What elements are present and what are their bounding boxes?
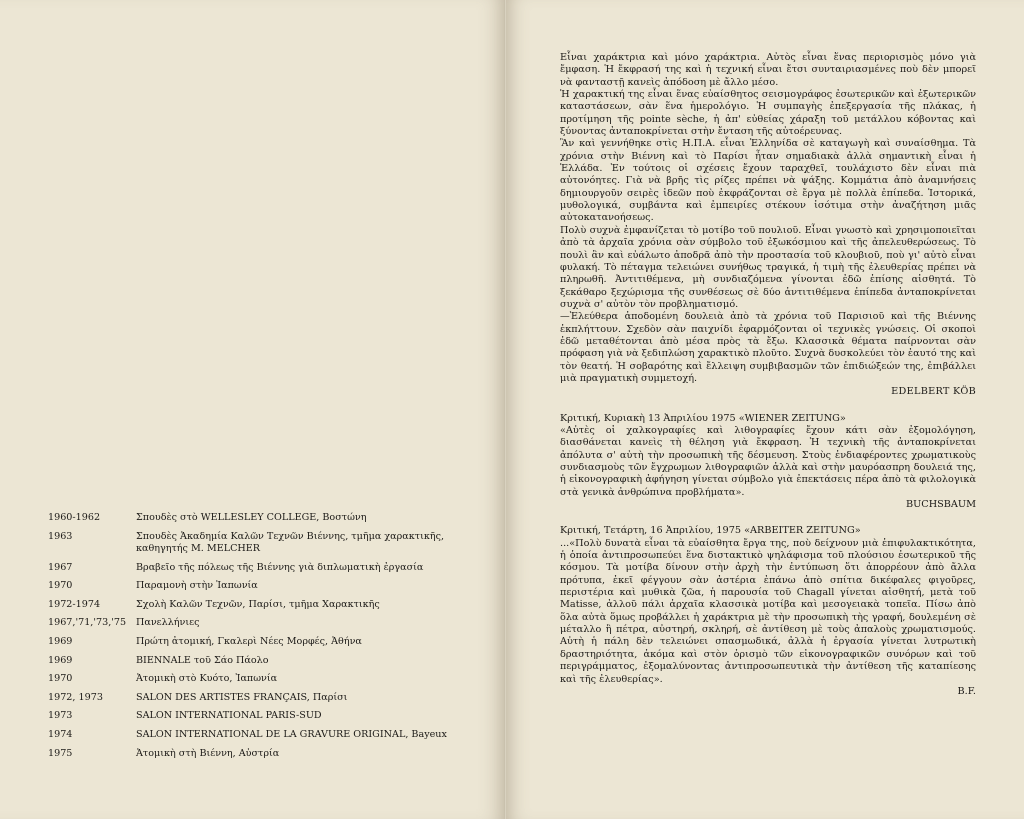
chronology-event: Σπουδὲς Ἀκαδημία Καλῶν Τεχνῶν Βιέννης, τμῆμα χαρακτικῆς, καθηγητής M. MELCHER <box>136 530 445 554</box>
chronology-row <box>48 748 458 760</box>
chronology-event: Παραμονὴ στὴν Ἰαπωνία <box>136 580 258 592</box>
chronology-year: 1970 <box>48 673 73 685</box>
chronology-year: 1975 <box>48 747 73 759</box>
review-signature: BUCHSBAUM <box>906 499 976 511</box>
chronology-row <box>48 512 458 524</box>
chronology-year: 1967,'71,'73,'75 <box>48 617 127 629</box>
chronology-row <box>48 531 458 556</box>
chronology-row <box>48 655 458 667</box>
chronology-year: 1974 <box>48 728 73 740</box>
essay-paragraph: —Ἐλεύθερα ἀποδομένη δουλειὰ ἀπὸ τὰ χρόνια τοῦ Παρισιοῦ καὶ τῆς Βιέννης ἐκπλήττουν. Σχεδὸν σὰν παιχνίδι ἐφαρμόζονται οἱ τεχνικὲς γνώσεις. Οἱ σκοποὶ ἐδῶ μεταθέτονται ἀπὸ μέσα πρὸς τὰ ἔξω. Κλασσικὰ θέματα παίρνονται σὰν πρόφαση γιὰ νὰ ξεδιπλώση χαρακτικὸ πλοῦτο. Συχνὰ δυσκολεύει τὸν ἑαυτό της καὶ τὸν θεατή. Ἡ σοβαρότης καὶ ἔλλειψη συμβιβασμῶν τῶν ἐπιδιώξεών της, ἐπιβάλλει μιὰ πραγματικὴ συμμετοχή. <box>560 311 976 384</box>
chronology-event: Ἀτομικὴ στὸ Κυότο, Ἰαπωνία <box>136 673 278 685</box>
chronology-row <box>48 673 458 685</box>
chronology-row <box>48 580 458 592</box>
essay-paragraph: Εἶναι χαράκτρια καὶ μόνο χαράκτρια. Αὐτὸς εἶναι ἕνας περιορισμὸς μόνο γιὰ ἔμφαση. Ἡ ἔκφρασή της καὶ ἡ τεχνική εἶναι ἔτσι συνταιριασμένες ποὺ δὲν μπορεῖ νὰ φανταστῇ κανεὶς ἀπόδοση μὲ ἄλλο μέσο. <box>560 52 976 88</box>
chronology-event: Σχολὴ Καλῶν Τεχνῶν, Παρίσι, τμῆμα Χαρακτικῆς <box>136 598 380 610</box>
essay-paragraph: Πολὺ συχνὰ ἐμφανίζεται τὸ μοτίβο τοῦ πουλιοῦ. Εἶναι γνωστὸ καὶ χρησιμοποιεῖται ἀπὸ τὰ ἀρχαῖα χρόνια σὰν σύμβολο τοῦ ἐξωκόσμιου καὶ τῆς ἀπελευθερώσεως. Τὸ πουλὶ ἂν καὶ εὐάλωτο ἀποδρᾶ ἀπὸ τὴν προστασία τοῦ κλουβιοῦ, ποὺ γι' αὐτὸ εἶναι φυλακή. Τὸ πέταγμα τελειώνει συνήθως τραγικά, ἡ τιμὴ τῆς ἐλευθερίας πρέπει νὰ πληρωθῆ. Ἀντιτιθέμενα, μὴ συνδιαζόμενα γίνονται ἐδῶ ἐπίσης αἰσθητά. Τὸ ξεκάθαρο ξεχώρισμα τῆς συνθέσεως σὲ δύο ἀντιτιθέμενα ἐπίπεδα ἀνταποκρίνεται συχνὰ σ' αὐτὸν τὸν προβληματισμό. <box>560 224 976 310</box>
chronology-year: 1972, 1973 <box>48 691 103 703</box>
review-text: ...«Πολὺ δυνατὰ εἶναι τὰ εὐαίσθητα ἔργα της, ποὺ δείχνουν μιὰ ἐπιφυλακτικότητα, ἡ ὁποία ἀντιπροσωπεύει ἕνα διστακτικὸ ψηλάφισμα τοῦ πλούσιου ἐσωτερικοῦ τῆς κόσμου. Τὰ μοτίβα δίνουν στὴν ἀρχὴ τὴν ἐντύπωση ὅτι ἀπορρέουν ἀπὸ ἄλλα πρότυπα, ἐκεῖ φέγγουν σὰν ἀστέρια ἐπάνω ἀπὸ σπίτια δικέφαλες φιγοῦρες, περιστέρια καὶ μυθικὰ ζῶα, ἡ παρουσία τοῦ Chagall γίνεται αἰσθητή, μετὰ τοῦ Matisse, ἀλλοῦ πάλι ἀρχαῖα κλασσικὰ μοτίβα καὶ μεσογειακὰ τοπεῖα. Πίσω ἀπὸ ὅλα αὐτὰ ὅμως προβάλλει ἡ χαράκτρια μὲ τὴν προσωπικὴ τὴς γραφή, δουλεμένη σὲ μέταλλο ἢ πέτρα, αὐστηρή, σκληρή, σὲ ἀντίθεση μὲ τοὺς ἀπαλοὺς χρωματισμούς. Αὐτὴ ἡ πάλη δὲν τελειώνει σπασμωδικά, ἀλλὰ ἡ ἐργασία γίνεται λυτρωτικὴ δραστηριότητα, ἀκόμα καὶ στὸν ὁρισμὸ τῶν εἰκονογραφικῶν συνόρων καὶ τοῦ περιγράμματος, ἐξομαλύνοντας ἀντιπροσωπευτικὰ τὴν ἀντίθεση τῆς καταπίεσης καὶ τῆς ἐλευθερίας». <box>560 537 976 685</box>
chronology-row <box>48 710 458 722</box>
chronology-event: Βραβεῖο τῆς πόλεως τῆς Βιέννης γιὰ διπλωματικὴ ἐργασία <box>136 561 424 573</box>
chronology-year: 1963 <box>48 530 73 542</box>
essay-signature: EDELBERT KÖB <box>891 386 976 398</box>
chronology-event: SALON DES ARTISTES FRANÇAIS, Παρίσι <box>136 691 348 703</box>
chronology-row <box>48 562 458 574</box>
chronology-year: 1972-1974 <box>48 598 101 610</box>
chronology-row <box>48 617 458 629</box>
chronology-event: SALON INTERNATIONAL DE LA GRAVURE ORIGINAL, Bayeux <box>136 728 447 740</box>
chronology-list <box>48 512 458 766</box>
chronology-year: 1960-1962 <box>48 512 101 523</box>
chronology-row <box>48 729 458 741</box>
chronology-event: Σπουδὲς στὸ WELLESLEY COLLEGE, Βοστώνη <box>136 512 367 523</box>
chronology-event: Πρώτη ἀτομική, Γκαλερὶ Νέες Μορφές, Ἀθήνα <box>136 635 362 647</box>
review-header: Κριτική, Κυριακὴ 13 Ἀπριλίου 1975 «WIENER ZEITUNG» <box>560 412 846 424</box>
chronology-row <box>48 599 458 611</box>
chronology-year: 1967 <box>48 561 73 573</box>
essay-paragraph: Ἡ χαρακτική της εἶναι ἕνας εὐαίσθητος σεισμογράφος ἐσωτερικῶν καὶ ἐξωτερικῶν καταστάσεων, σὰν ἕνα ἡμερολόγιο. Ἡ συμπαγὴς ἐπεξεργασία τῆς πλάκας, ἡ προτίμηση τῆς pointe sèche, ἡ ἀπ' εὐθείας χάραξη τοῦ μετάλλου κόβοντας καὶ ξύνοντας ἀνταποκρίνεται στὴν ἔνταση τῆς αὐτοέρευνας. <box>560 89 976 138</box>
chronology-row <box>48 692 458 704</box>
chronology-event: BIENNALE τοῦ Σάο Πάολο <box>136 654 269 666</box>
chronology-year: 1973 <box>48 710 73 722</box>
chronology-year: 1969 <box>48 635 73 647</box>
chronology-event: Πανελλήνιες <box>136 617 200 629</box>
review-text: «Αὐτὲς οἱ χαλκογραφίες καὶ λιθογραφίες ἔχουν κάτι σὰν ἐξομολόγηση, διασθάνεται κανεὶς τὴ θέληση γιὰ ἔκφραση. Ἡ τεχνικὴ τῆς ἀνταποκρίνεται ἀπόλυτα σ' αὐτὴ τὴν προσωπικὴ τῆς δέσμευση. Στοὺς ἐνδιαφέροντες χρωματικοὺς συνδιασμοὺς τῶν ἔγχρωμων λιθογραφιῶν ἀλλὰ καὶ στὴν μαυρόασπρη δουλειά της, ἡ εἰκονογραφικὴ ἀφήγηση γίνεται σύμβολο γιὰ ἐπεκτάσεις πέρα ἀπὸ τὰ φιλολογικὰ στὰ γενικὰ ἀνθρώπινα προβλήματα». <box>560 424 976 498</box>
chronology-year: 1970 <box>48 580 73 592</box>
essay-column <box>560 52 976 698</box>
left-page <box>0 0 505 819</box>
review-header: Κριτική, Τετάρτη, 16 Ἀπριλίου, 1975 «ARBEITER ZEITUNG» <box>560 525 861 537</box>
chronology-row <box>48 636 458 648</box>
chronology-event: SALON INTERNATIONAL PARIS-SUD <box>136 710 322 722</box>
chronology-event: Ἀτομικὴ στὴ Βιέννη, Αὐστρία <box>136 747 280 759</box>
review-signature: B.F. <box>957 685 976 697</box>
right-page <box>506 0 1024 819</box>
chronology-year: 1969 <box>48 654 73 666</box>
essay-paragraph: Ἂν καὶ γεννήθηκε στὶς Η.Π.Α. εἶναι Ἑλληνίδα σὲ καταγωγὴ καὶ συναίσθημα. Τὰ χρόνια στὴν Βιέννη καὶ τὸ Παρίσι ἦταν σημαδιακὰ ἀλλὰ σημαντικὴ εἶναι ἡ Ἑλλάδα. Ἐν τούτοις οἱ σχέσεις ἔχουν ταραχθεῖ, τουλάχιστο δὲν εἶναι πιὰ αὐτονόητες. Γιὰ νὰ βρῆς τὶς ρίζες πρέπει νὰ ψάξης. Κομμάτια ἀπὸ ἀναμνήσεις δημιουργοῦν σειρὲς ἰδεῶν ποὺ ἐκφράζονται σὲ ἔργα μὲ πολλὰ ἐπίπεδα. Ἱστορικά, μυθολογικά, συμβάντα καὶ ἐμπειρίες στέκουν ἰσότιμα στὴν ἀναζήτηση μιᾶς αὐτοκατανοήσεως. <box>560 138 976 224</box>
